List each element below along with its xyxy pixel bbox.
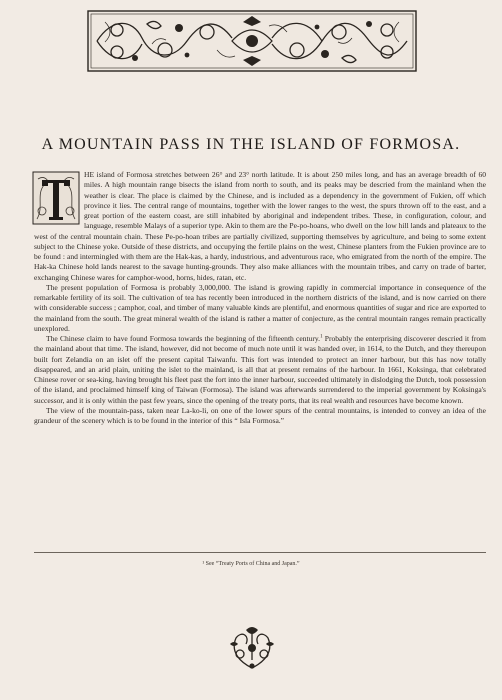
ornamental-tailpiece bbox=[226, 626, 278, 672]
footnote-reference[interactable]: 1 bbox=[320, 334, 323, 340]
footnote-divider bbox=[34, 552, 486, 553]
paragraph-2: The present population of Formosa is probably 3,000,000. The island is growing rapidly in commercial importance in consequence of the remarkable fertility of its soil. The cultivation of tea has recently been introduced in the northern districts of the island, and is now carried on there with considerable success ; camphor, coal, and timber of many valuable kinds are plentiful, and enormous quantities of sugar and rice are exported to the mainland from the south. The great mineral wealth of the island is rather a matter of conjecture, as the central mountain ranges remain practically unexplored. bbox=[34, 282, 486, 333]
paragraph-3-lead: The Chinese claim to have found Formosa towards the beginning of the fifteenth century. bbox=[46, 334, 321, 343]
footnote: ¹ See “Treaty Ports of China and Japan.” bbox=[202, 561, 300, 567]
decorated-initial-t bbox=[32, 171, 80, 225]
page-title: A MOUNTAIN PASS IN THE ISLAND OF FORMOSA. bbox=[41, 136, 461, 153]
paragraph-3-rest: Probably the enterprising discoverer descried it from the mainland about that time. The island, however, did not become of much note until it was handed over, in 1614, to the Dutch, and they thereupon built fort Zelandia on an islet off the present capital Taiwanfu. This fort was intended to protect an inner harbour, but this has now totally disappeared, and an arid plain, uniting the islet to the mainland, is all that at present remains of the harbour. In 1661, Koksinga, that celebrated Chinese rover or sea-king, having brought his fleet past the fort into the inner harbour, succeeded ultimately in dislodging the Dutch, took possession of the island, and proclaimed himself king of Taiwan (Formosa). The island was afterwards surrendered to the imperial government by Koksinga's successor, and it is only within the past few years, since the opening of the treaty ports, that its real wealth and resources have become known. bbox=[34, 334, 486, 405]
paragraph-3 bbox=[34, 334, 486, 406]
paragraph-1: HE island of Formosa stretches between 26° and 23° north latitude. It is about 250 miles long, and has an average breadth of 60 miles. A high mountain range bisects the island from north to south, and its peaks may be descried from the mainland when the weather is clear. The place is claimed by the Chinese, and is included as a dependency in the government of Fukien, off which province it lies. The central range of mountains, together with the lower ranges to the west, the spurs thrown off to the east, and a great portion of the eastern coast, are still inhabited by aboriginal and independent tribes. These, in configuration, colour, and language, resemble Malays of a superior type. Akin to them are the Pe-po-hoans, who dwell on the low hill lands and plateaux to the west of the central mountain chain. These Pe-po-hoan tribes are partially civilized, supporting themselves by agriculture, and being to some extent subject to the Chinese yoke. Outside of these districts, and occupying the fertile plains on the west, Chinese planters from the Fukien province are to be found : and intermingled with them are the Hak-kas, a hardy, industrious, and adventurous race, who emigrated from the north of the empire. The Hak-ka Chinese hold lands nearest to the savage hunting-grounds. They also make alliances with the mountain tribes, and carry on trade of barter, exchanging Chinese wares for camphor-wood, horns, hides, ratan, etc. bbox=[34, 170, 486, 282]
paragraph-4: The view of the mountain-pass, taken near La-ko-li, on one of the lower spurs of the central mountains, is intended to convey an idea of the grandeur of the scenery which is to be found in the interior of this “ Isla Formosa.” bbox=[34, 405, 486, 425]
article-body bbox=[34, 170, 486, 426]
ornamental-headpiece bbox=[87, 10, 417, 72]
